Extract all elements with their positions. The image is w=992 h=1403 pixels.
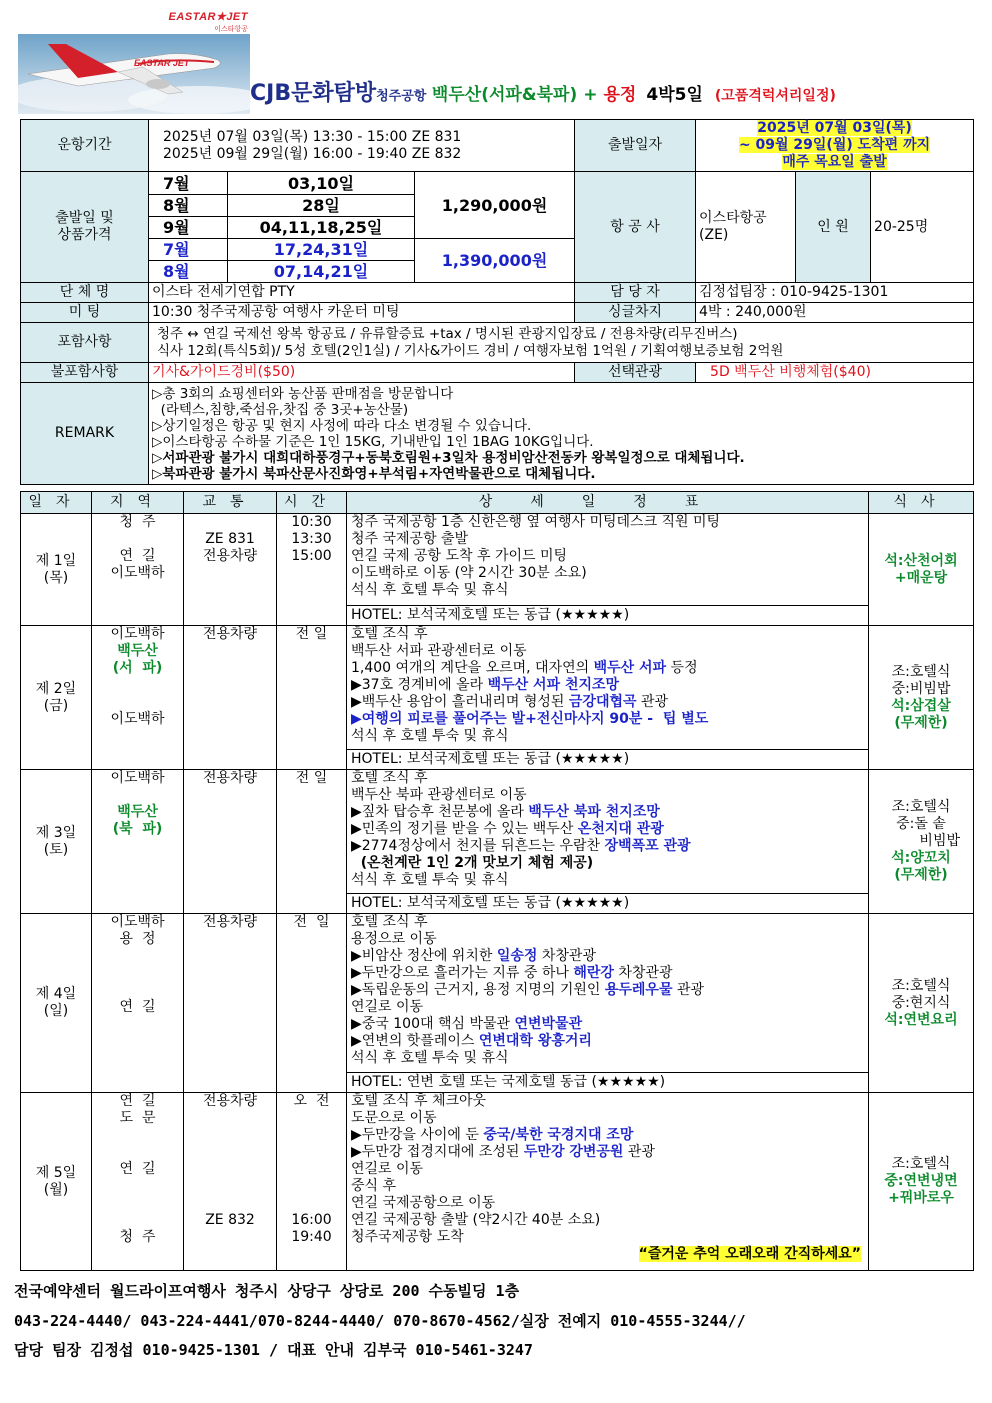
- day-row: [21, 1093, 974, 1271]
- transport-line: 전용차량: [202, 548, 258, 564]
- detail-line: ▶비암산 정산에 위치한 일송정 차창관광: [351, 948, 596, 964]
- period-value: [149, 120, 575, 172]
- time-line: 10:30: [291, 514, 332, 530]
- meal-cell: [869, 514, 974, 626]
- remark-line: ▷상기일정은 항공 및 현지 사정에 따라 다소 변경될 수 있습니다.: [152, 417, 532, 434]
- detail-cell: [347, 770, 869, 894]
- detail-line: ▶2774정상에서 천지를 뒤흔드는 우람찬 장백폭포 관광: [351, 838, 691, 854]
- region-line: 연 길: [119, 548, 156, 564]
- footer-address: 전국예약센터 월드라이프여행사 청주시 상당구 상당로 200 수동빌딩 1층: [14, 1282, 520, 1300]
- depart-label: 출발일자: [575, 120, 696, 172]
- highlight: 용두레우물: [604, 982, 673, 998]
- time-line: 16:00: [291, 1212, 332, 1228]
- region-line: (서 파): [112, 660, 163, 676]
- highlight: 해란강: [573, 965, 614, 981]
- detail-line: 연길 국제공항으로 이동: [351, 1195, 496, 1211]
- depart-value: [696, 120, 974, 172]
- day-weekday: (금): [43, 697, 69, 714]
- time-line: 19:40: [291, 1229, 332, 1245]
- info-table: [20, 119, 974, 485]
- highlight: 연변대학 왕흥거리: [478, 1033, 592, 1049]
- detail-line: ▶중국 100대 핵심 박물관 연변박물관: [351, 1016, 583, 1032]
- title-yongjeong: 용정: [603, 85, 637, 105]
- price-dates: 03,10일: [228, 172, 415, 195]
- time-cell: [277, 626, 347, 770]
- highlight: 백두산 북파 천지조망: [528, 804, 660, 820]
- meal-line: 중:돌 솥: [896, 816, 946, 832]
- day-number: 제 3일: [35, 824, 77, 841]
- detail-line: 연길 국제공항 출발 (약2시간 40분 소요): [351, 1212, 601, 1228]
- highlight: 장백폭포 관광: [604, 838, 691, 854]
- meal-cell: [869, 1093, 974, 1271]
- price-label-2: 상품가격: [57, 227, 112, 243]
- remark-value: [149, 383, 974, 485]
- logo-sub: 이스타항공: [214, 25, 248, 33]
- hotel-info: HOTEL: 보석국제호텔 또는 동급 (★★★★★): [347, 894, 869, 914]
- detail-line: 청주국제공항 도착: [351, 1229, 464, 1245]
- people-value: 20-25명: [871, 172, 974, 283]
- detail-line: ▶민족의 정기를 받을 수 있는 백두산 온천지대 관광: [351, 821, 664, 837]
- meal-line: 석:산천어회: [884, 552, 958, 569]
- region-cell: [92, 1093, 184, 1271]
- region-line: 용 정: [119, 931, 156, 947]
- meal-line: 조:호텔식: [891, 1156, 951, 1172]
- region-line: 연 길: [119, 999, 156, 1015]
- region-line: 백두산: [117, 804, 158, 820]
- period-line-1: 2025년 07월 03일(목) 13:30 - 15:00 ZE 831: [163, 128, 462, 145]
- period-label: 운항기간: [21, 120, 149, 172]
- detail-line: 연길 국제 공항 도착 후 가이드 미팅: [351, 548, 568, 564]
- highlight: 중국/북한 국경지대 조망: [483, 1127, 634, 1143]
- include-label: 포함사항: [21, 323, 149, 363]
- depart-line-3: 매주 목요일 출발: [782, 154, 887, 170]
- detail-line: 호텔 조식 후 체크아웃: [351, 1093, 487, 1109]
- day-row: [21, 914, 974, 1073]
- meal-line: 석:연변요리: [884, 1011, 958, 1028]
- day-weekday: (일): [43, 1003, 69, 1019]
- svg-text:EASTAR JET: EASTAR JET: [134, 58, 190, 68]
- region-line: 이도백하: [110, 711, 165, 727]
- closing-message: “즐거운 추억 오래오래 간직하세요”: [638, 1246, 861, 1262]
- meal-line: 조:호텔식: [891, 977, 951, 994]
- detail-cell: [347, 1093, 869, 1271]
- transport-cell: [184, 914, 277, 1093]
- manager-value: 김정섭팀장 : 010-9425-1301: [696, 283, 974, 303]
- region-line: 이도백하: [110, 914, 165, 930]
- title-destination: 백두산(서파&북파): [431, 85, 578, 105]
- detail-line: 이도백하로 이동 (약 2시간 30분 소요): [351, 565, 587, 581]
- time-line: 전 일: [295, 626, 328, 642]
- time-cell: [277, 770, 347, 914]
- day-label: [21, 626, 92, 770]
- region-cell: [92, 514, 184, 626]
- highlight: 두만강 강변공원: [523, 1144, 624, 1160]
- logo-brand: EASTAR★JET: [168, 11, 248, 23]
- detail-cell: [347, 514, 869, 606]
- remark-line: ▷북파관광 불가시 북파산문사진화영+부석림+자연박물관으로 대체됩니다.: [152, 465, 596, 482]
- page-title: [250, 76, 836, 107]
- meal-line: (무제한): [894, 714, 948, 731]
- airline-value: 이스타항공(ZE): [696, 172, 796, 283]
- price-month: 8월: [149, 195, 228, 217]
- detail-line: 백두산 서파 관광센터로 이동: [351, 643, 527, 659]
- region-line: 이도백하: [110, 626, 165, 642]
- region-cell: [92, 770, 184, 914]
- day-label: [21, 914, 92, 1093]
- detail-line: 석식 후 호텔 투숙 및 휴식: [351, 1050, 509, 1066]
- day-weekday: (월): [43, 1181, 69, 1198]
- detail-line: 석식 후 호텔 투숙 및 휴식: [351, 728, 509, 744]
- detail-line: 청주 국제공항 1층 신한은행 옆 여행사 미팅데스크 직원 미팅: [351, 514, 721, 530]
- region-line: 이도백하: [110, 770, 165, 786]
- day-number: 제 2일: [35, 680, 77, 697]
- detail-line: ▶독립운동의 근거지, 용정 지명의 기원인 용두레우물 관광: [351, 982, 704, 998]
- detail-line: 연길로 이동: [351, 1161, 424, 1177]
- detail-line: ▶백두산 용암이 흘러내리며 형성된 금강대협곡 관광: [351, 694, 669, 710]
- meal-cell: [869, 914, 974, 1093]
- time-line: 오 전: [293, 1093, 330, 1109]
- detail-line: 백두산 북파 관광센터로 이동: [351, 787, 527, 803]
- header-time: 시간: [277, 492, 347, 514]
- price-dates: 28일: [228, 195, 415, 217]
- region-line: 청 주: [119, 514, 156, 530]
- detail-line: 용정으로 이동: [351, 931, 437, 947]
- price-month: 7월: [149, 172, 228, 195]
- detail-cell: [347, 626, 869, 750]
- schedule-header-row: [21, 492, 974, 514]
- depart-line-1: 2025년 07월 03일(목): [757, 120, 912, 136]
- region-line: 도 문: [119, 1110, 156, 1126]
- region-line: 연 길: [119, 1161, 156, 1177]
- region-cell: [92, 626, 184, 770]
- meeting-label: 미 팅: [21, 303, 149, 323]
- region-line: 이도백하: [110, 565, 165, 581]
- title-premium: (고품격럭셔리일정): [714, 88, 836, 104]
- time-line: 전 일: [293, 914, 330, 930]
- transport-line: 전용차량: [202, 914, 258, 930]
- include-line-1: 청주 ↔ 연길 국제선 왕복 항공료 / 유류할증료 +tax / 명시된 관광지입장료 / 전용차량(리무진버스): [157, 325, 738, 342]
- price-dates: 07,14,21일: [228, 261, 415, 283]
- day-label: [21, 1093, 92, 1271]
- airline-logo: [158, 10, 248, 34]
- time-cell: [277, 914, 347, 1093]
- time-line: 13:30: [291, 531, 332, 547]
- price-label: [21, 172, 149, 283]
- remark-line: (라텍스,침향,죽섬유,찻집 중 3곳+농산물): [152, 401, 409, 418]
- price-dates: 04,11,18,25일: [228, 217, 415, 239]
- day-row: [21, 514, 974, 606]
- detail-line: ▶연변의 핫플레이스 연변대학 왕흥거리: [351, 1033, 592, 1049]
- option-value: 5D 백두산 비행체험($40): [696, 363, 974, 383]
- transport-line: 전용차량: [202, 770, 258, 786]
- meal-cell: [869, 770, 974, 914]
- detail-line: ▶여행의 피로를 풀어주는 발+전신마사지 90분 - 팁 별도: [351, 711, 709, 727]
- day-weekday: (토): [43, 841, 69, 858]
- transport-line: ZE 831: [205, 531, 255, 547]
- day-number: 제 4일: [35, 986, 77, 1002]
- price-month: 7월: [149, 239, 228, 261]
- airline-label: 항 공 사: [575, 172, 696, 283]
- meal-line: +매운탕: [894, 569, 948, 586]
- transport-cell: [184, 770, 277, 914]
- time-cell: [277, 514, 347, 626]
- single-label: 싱글차지: [575, 303, 696, 323]
- header-transport: 교통: [184, 492, 277, 514]
- manager-label: 담 당 자: [575, 283, 696, 303]
- remark-line: ▷총 3회의 쇼핑센터와 농산품 판매점을 방문합니다: [152, 385, 454, 402]
- meal-line: (무제한): [894, 867, 948, 883]
- time-cell: [277, 1093, 347, 1271]
- price-label-1: 출발일 및: [55, 210, 114, 226]
- highlight: 금강대협곡: [568, 694, 637, 710]
- header-meal: 식사: [869, 492, 974, 514]
- option-label: 선택관광: [575, 363, 696, 383]
- detail-line: ▶37호 경계비에 올라 백두산 서파 천지조망: [351, 677, 620, 693]
- title-plus: +: [583, 85, 598, 105]
- detail-line: 석식 후 호텔 투숙 및 휴식: [351, 582, 509, 598]
- remark-line: ▷서파관광 불가시 대희대하풍경구+동북호림원+3일차 용정비암산전동카 왕복일정으로 대체됩니다.: [152, 449, 745, 466]
- highlight: 일송정: [496, 948, 538, 964]
- meal-line: 조:호텔식: [891, 663, 951, 680]
- meal-cell: [869, 626, 974, 770]
- detail-line: 연길로 이동: [351, 999, 424, 1015]
- transport-cell: [184, 514, 277, 626]
- meal-line: 석:삼겹살: [891, 697, 951, 714]
- day-label: [21, 514, 92, 626]
- region-line: 청 주: [119, 1229, 156, 1245]
- detail-line: 도문으로 이동: [351, 1110, 437, 1126]
- price-a: 1,290,000원: [415, 172, 575, 239]
- highlight: 백두산 서파 천지조망: [487, 677, 620, 693]
- region-line: 백두산: [117, 643, 158, 659]
- header-detail: 상세일정표: [347, 492, 869, 514]
- detail-line: ▶두만강을 사이에 둔 중국/북한 국경지대 조망: [351, 1127, 634, 1143]
- price-month: 9월: [149, 217, 228, 239]
- detail-line: 호텔 조식 후: [351, 626, 428, 642]
- detail-line: (온천계란 1인 2개 맛보기 체험 제공): [351, 855, 594, 871]
- transport-cell: [184, 1093, 277, 1271]
- period-line-2: 2025년 09월 29일(월) 16:00 - 19:40 ZE 832: [163, 145, 462, 162]
- day-number: 제 5일: [35, 1164, 77, 1181]
- meeting-value: 10:30 청주국제공항 여행사 카운터 미팅: [149, 303, 575, 323]
- meal-line: +꿔바로우: [888, 1190, 954, 1206]
- include-value: [149, 323, 974, 363]
- time-line: 전 일: [295, 770, 328, 786]
- region-cell: [92, 914, 184, 1093]
- detail-line: 중식 후: [351, 1178, 397, 1194]
- detail-line: 청주 국제공항 출발: [351, 531, 469, 547]
- day-row: [21, 770, 974, 894]
- airplane-image: [18, 34, 250, 114]
- remark-line: ▷이스타항공 수하물 기준은 1인 15KG, 기내반입 1인 1BAG 10KG입니다.: [152, 433, 594, 450]
- group-label: 단 체 명: [21, 283, 149, 303]
- highlight: 연변박물관: [514, 1016, 583, 1032]
- detail-line: 호텔 조식 후: [351, 770, 428, 786]
- hotel-info: HOTEL: 연변 호텔 또는 국제호텔 동급 (★★★★★): [347, 1073, 869, 1093]
- detail-cell: [347, 914, 869, 1073]
- meal-line: 중:비빔밥: [891, 680, 951, 697]
- meal-line: 조:호텔식: [891, 799, 951, 815]
- day-weekday: (목): [43, 569, 69, 586]
- meal-line: 비빔밥: [919, 833, 960, 849]
- depart-line-2: ~ 09월 29일(월) 도착편 까지: [738, 137, 931, 153]
- remark-label: REMARK: [21, 383, 149, 485]
- single-value: 4박 : 240,000원: [696, 303, 974, 323]
- footer-contacts: 담당 팀장 김정섭 010-9425-1301 / 대표 안내 김부국 010-5461-3247: [14, 1341, 533, 1359]
- highlight: 온천지대 관광: [577, 821, 664, 837]
- price-month: 8월: [149, 261, 228, 283]
- detail-line: 호텔 조식 후: [351, 914, 428, 930]
- title-brand: CJB문화탐방: [250, 81, 377, 106]
- price-dates: 17,24,31일: [228, 239, 415, 261]
- detail-line: ▶두만강 접경지대에 조성된 두만강 강변공원 관광: [351, 1144, 655, 1160]
- detail-line: 석식 후 호텔 투숙 및 휴식: [351, 872, 509, 888]
- header-region: 지역: [92, 492, 184, 514]
- footer-phones: 043-224-4440/ 043-224-4441/070-8244-4440/ 070-8670-4562/실장 전예지 010-4555-3244//: [14, 1312, 746, 1330]
- transport-line: 전용차량: [202, 1093, 258, 1109]
- transport-line: 전용차량: [202, 626, 258, 642]
- title-airport: 청주공항: [376, 89, 427, 104]
- group-value: 이스타 전세기연합 PTY: [149, 283, 575, 303]
- title-duration: 4박5일: [646, 85, 703, 105]
- meal-line: 중:연변냉면: [884, 1173, 958, 1189]
- exclude-label: 불포함사항: [21, 363, 149, 383]
- meal-line: 중:현지식: [891, 994, 951, 1011]
- header-day: 일자: [21, 492, 92, 514]
- detail-line: 1,400 여개의 계단을 오르며, 대자연의 백두산 서파 등정: [351, 660, 698, 676]
- header: [18, 10, 974, 110]
- detail-line: ▶두만강으로 흘러가는 지류 중 하나 해란강 차창관광: [351, 965, 673, 981]
- hotel-info: HOTEL: 보석국제호텔 또는 동급 (★★★★★): [347, 606, 869, 626]
- transport-cell: [184, 626, 277, 770]
- people-label: 인 원: [796, 172, 871, 283]
- highlight: 백두산 서파: [593, 660, 667, 676]
- detail-line: ▶짚차 탑승후 천문봉에 올라 백두산 북파 천지조망: [351, 804, 660, 820]
- day-label: [21, 770, 92, 914]
- time-line: 15:00: [291, 548, 332, 564]
- region-line: 연 길: [119, 1093, 156, 1109]
- day-row: [21, 626, 974, 750]
- hotel-info: HOTEL: 보석국제호텔 또는 동급 (★★★★★): [347, 750, 869, 770]
- price-b: 1,390,000원: [415, 239, 575, 283]
- exclude-value: 기사&가이드경비($50): [149, 363, 575, 383]
- include-line-2: 식사 12회(특식5회)/ 5성 호텔(2인1실) / 기사&가이드 경비 / 여행자보험 1억원 / 기획여행보증보험 2억원: [157, 342, 784, 359]
- day-number: 제 1일: [35, 552, 77, 569]
- schedule-table: [20, 491, 974, 1271]
- region-line: (북 파): [112, 821, 163, 837]
- meal-line: 석:양꼬치: [891, 850, 951, 866]
- transport-line: ZE 832: [205, 1212, 255, 1228]
